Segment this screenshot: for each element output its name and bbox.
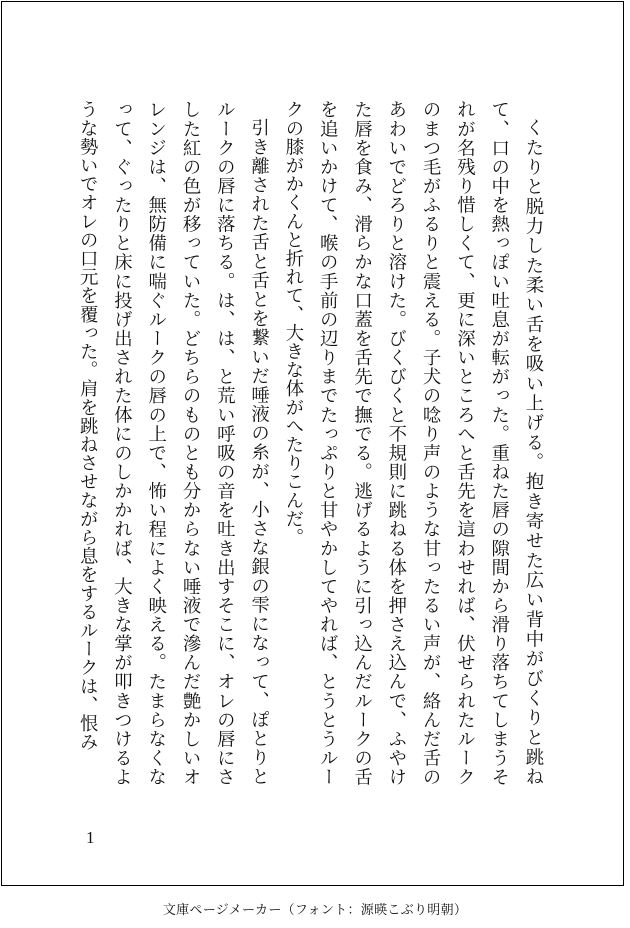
paragraph-1: くたりと脱力した柔い舌を吸い上げる。抱き寄せた広い背中がびくりと跳ねて、口の中を熱っぽい吐息が転がった。重ねた唇の隙間から滑り落ちてしまうそれが名残り惜しくて、更に深いところへと舌先を這わせれば、伏せられたルークのまつ毛がふるりと震える。子犬の唸り声のような甘ったるい声が、絡んだ舌のあわいでどろりと溶けた。びくびくと不規則に跳ねる体を押さえ込んで、ふやけた唇を食み、滑らかな口蓋を舌先で撫でる。逃げるように引っ込んだルークの舌を追いかけて、喉の手前の辺りまでたっぷりと甘やかしてやれば、とうとうルークの膝がかくんと折れて、大きな体がへたりこんだ。 xyxy=(282,100,544,786)
page-number: 1 xyxy=(86,828,95,847)
page-frame xyxy=(1,1,624,886)
footer-credit: 文庫ページメーカー（フォント：源暎こぶり明朝） xyxy=(162,903,468,918)
paragraph-2: 引き離された舌と舌とを繋いだ唾液の糸が、小さな銀の雫になって、ぽとりとルークの唇に落ちる。は、は、と荒い呼吸の音を吐き出すそこに、オレの唇にさした紅の色が移っていた。どちらのものとも分からない唾液で滲んだ艶かしいオレンジは、無防備に喘ぐルークの唇の上で、怖い程によく映える。たまらなくなって、ぐったりと床に投げ出された体にのしかかれば、大きな掌が叩きつけるような勢いでオレの口元を覆った。肩を跳ねさせながら息をするルークは、恨み xyxy=(77,100,270,786)
vertical-text-body xyxy=(77,100,550,786)
